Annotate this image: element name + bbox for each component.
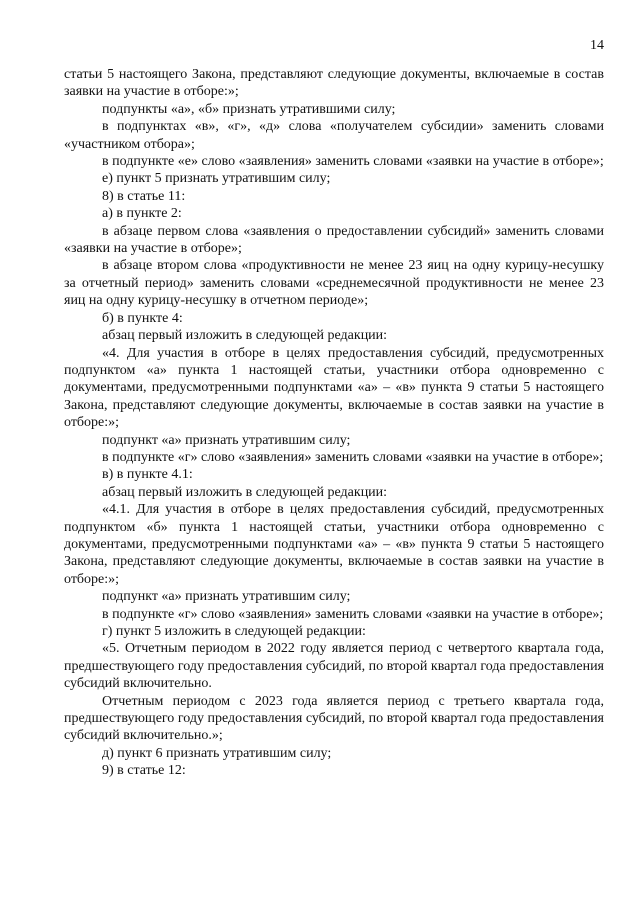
paragraph-10: б) в пункте 4: bbox=[102, 310, 183, 326]
paragraph-17: «4.1. Для участия в отборе в целях предоставления субсидий, предусмотренных подпунктом «б» пункта 1 настоящей статьи, участники отбора одновременно с документами, предусмотренными подпунктами «а» – «в» пункта 9 статьи 5 настоящего Закона, представляют следующие документы, включаемые в состав заявки на участие в отборе:»; bbox=[64, 502, 604, 587]
paragraph-23: д) пункт 6 признать утратившим силу; bbox=[102, 745, 332, 761]
paragraph-5: е) пункт 5 признать утратившим силу; bbox=[102, 171, 331, 187]
paragraph-12: «4. Для участия в отборе в целях предоставления субсидий, предусмотренных подпунктом «а» пункта 1 настоящей статьи, участники отбора одновременно с документами, предусмотренными подпунктами «а» – «в» пункта 9 статьи 5 настоящего Закона, представляют следующие документы, включаемые в состав заявки на участие в отборе:»; bbox=[64, 345, 604, 431]
paragraph-4: в подпункте «е» слово «заявления» заменить словами «заявки на участие в отборе»; bbox=[102, 154, 604, 170]
paragraph-3: в подпунктах «в», «г», «д» слова «получателем субсидии» заменить словами «участником отбора»; bbox=[64, 119, 604, 152]
page-number: 14 bbox=[590, 38, 604, 53]
paragraph-7: а) в пункте 2: bbox=[102, 206, 182, 222]
paragraph-2: подпункты «а», «б» признать утратившими силу; bbox=[102, 101, 396, 117]
paragraph-9: в абзаце втором слова «продуктивности не менее 23 яиц на одну курицу-несушку за отчетный период» заменить словами «среднемесячной продуктивности не менее 23 яиц на одну курицу-несушку в отчетном периоде»; bbox=[64, 258, 604, 309]
paragraph-11: абзац первый изложить в следующей редакции: bbox=[102, 328, 388, 344]
paragraph-14: в подпункте «г» слово «заявления» заменить словами «заявки на участие в отборе»; bbox=[102, 449, 604, 465]
paragraph-18: подпункт «а» признать утратившим силу; bbox=[102, 589, 351, 605]
paragraph-8: в абзаце первом слова «заявления о предоставлении субсидий» заменить словами «заявки на участие в отборе»; bbox=[64, 223, 604, 257]
paragraph-24: 9) в статье 12: bbox=[102, 763, 186, 779]
paragraph-6: 8) в статье 11: bbox=[102, 188, 186, 204]
paragraph-22: Отчетным периодом с 2023 года является период с третьего квартала года, предшествующего году предоставления субсидий, по второй квартал года предоставления субсидий включительно.»; bbox=[64, 693, 604, 744]
paragraph-19: в подпункте «г» слово «заявления» заменить словами «заявки на участие в отборе»; bbox=[102, 606, 604, 622]
paragraph-16: абзац первый изложить в следующей редакции: bbox=[102, 484, 388, 500]
paragraph-21: «5. Отчетным периодом в 2022 году является период с четвертого квартала года, предшествующего году предоставления субсидий, по второй квартал года предоставления субсидий включительно. bbox=[64, 641, 604, 692]
paragraph-15: в) в пункте 4.1: bbox=[102, 467, 193, 483]
paragraph-20: г) пункт 5 изложить в следующей редакции: bbox=[102, 624, 366, 639]
document-body bbox=[64, 66, 604, 780]
paragraph-13: подпункт «а» признать утратившим силу; bbox=[102, 432, 351, 448]
paragraph-1: статьи 5 настоящего Закона, представляют следующие документы, включаемые в состав заявки на участие в отборе:»; bbox=[64, 67, 604, 100]
